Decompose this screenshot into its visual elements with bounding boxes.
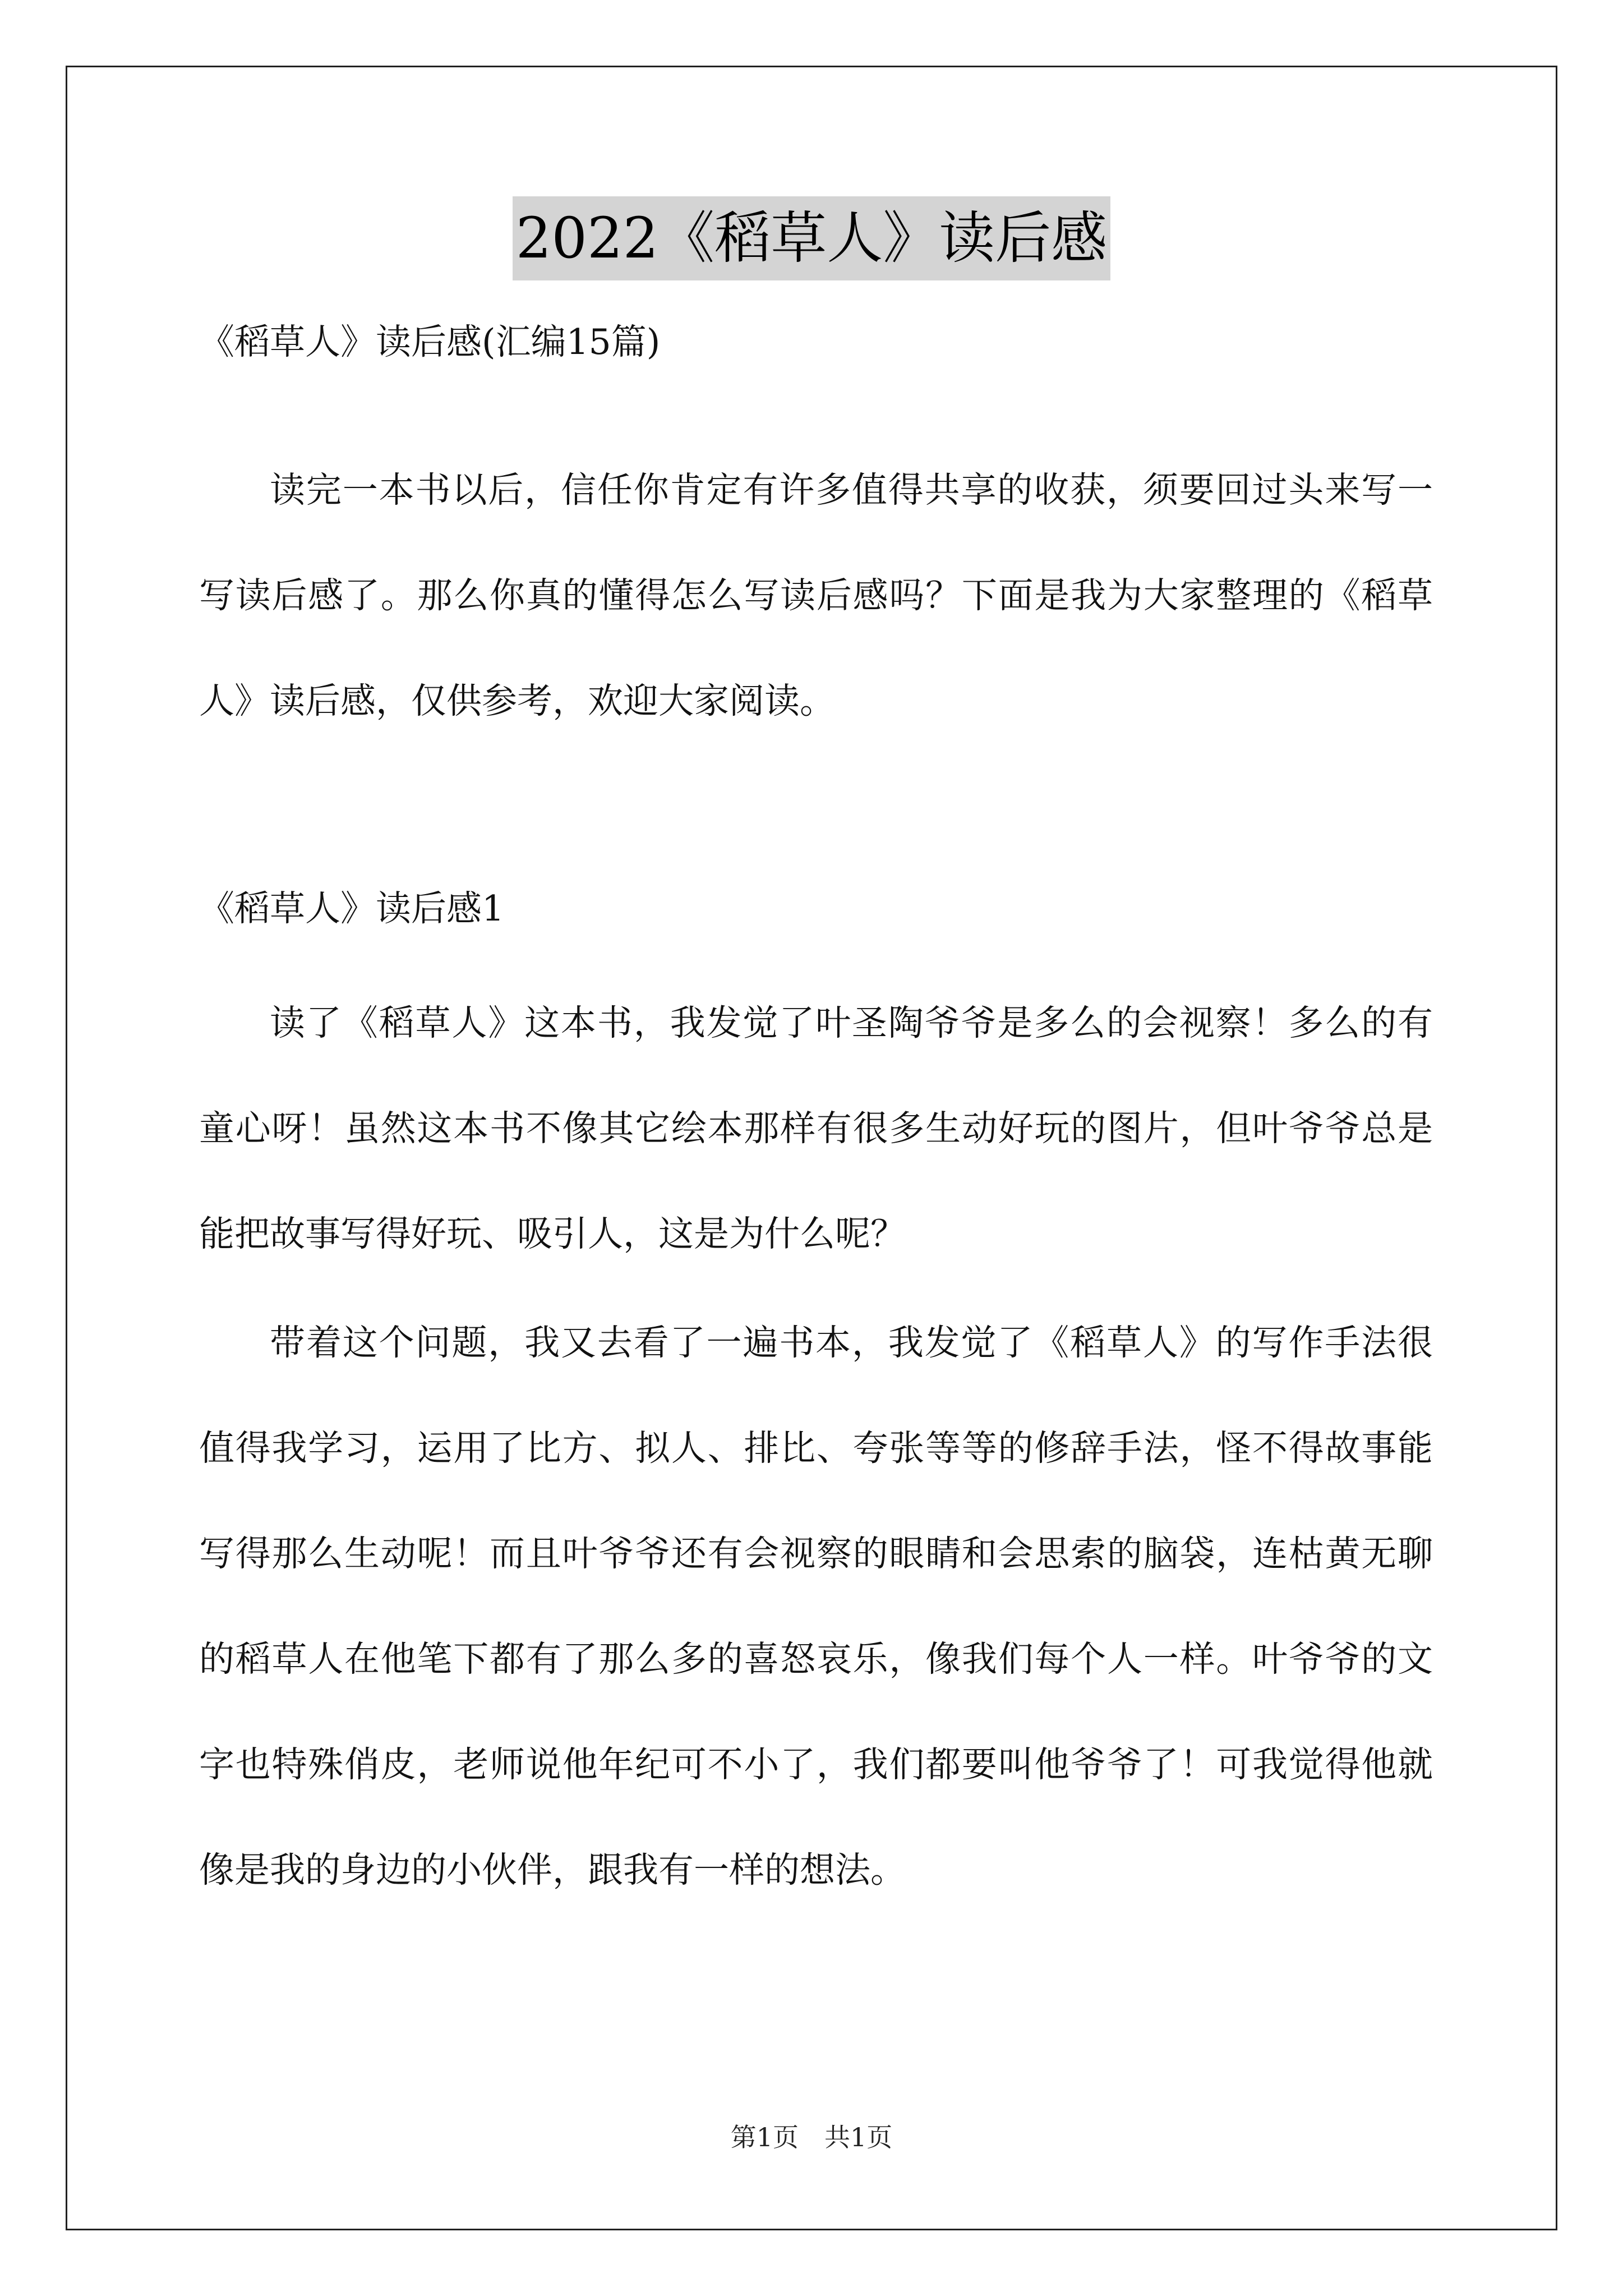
intro-paragraph: 读完一本书以后，信任你肯定有许多值得共享的收获，须要回过头来写一写读后感了。那么你真的懂得怎么写读后感吗？下面是我为大家整理的《稻草人》读后感，仅供参考，欢迎大家阅读。 xyxy=(199,470,1433,721)
section-heading: 《稻草人》读后感1 xyxy=(199,888,505,929)
document-title: 2022《稻草人》读后感 xyxy=(513,196,1111,280)
document-subtitle: 《稻草人》读后感(汇编15篇) xyxy=(199,321,661,362)
title-container xyxy=(0,196,1623,280)
page-footer: 第1页 共1页 xyxy=(730,2122,893,2152)
body-paragraph-1: 读了《稻草人》这本书，我发觉了叶圣陶爷爷是多么的会视察！多么的有童心呀！虽然这本书不像其它绘本那样有很多生动好玩的图片，但叶爷爷总是能把故事写得好玩、吸引人，这是为什么呢？ xyxy=(199,1002,1433,1254)
body-paragraph-2: 带着这个问题，我又去看了一遍书本，我发觉了《稻草人》的写作手法很值得我学习，运用了比方、拟人、排比、夸张等等的修辞手法，怪不得故事能写得那么生动呢！而且叶爷爷还有会视察的眼睛和会思索的脑袋，连枯黄无聊的稻草人在他笔下都有了那么多的喜怒哀乐，像我们每个人一样。叶爷爷的文字也特殊俏皮，老师说他年纪可不小了，我们都要叫他爷爷了！可我觉得他就像是我的身边的小伙伴，跟我有一样的想法。 xyxy=(199,1322,1433,1890)
